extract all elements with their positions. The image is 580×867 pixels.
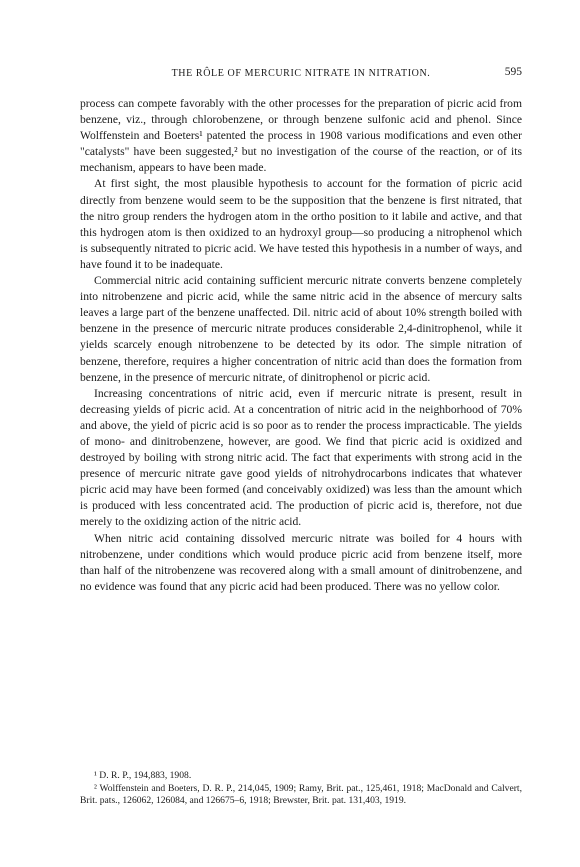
page-number: 595 — [504, 66, 522, 78]
paragraph: Increasing concentrations of nitric acid, even if mercuric nitrate is present, result in decreasing yields of picric acid. At a concentration of nitric acid in the neighborhood of 70% and above, the yield of picric acid is so poor as to render the process impracticable. The yields of mono- and dinitrobenzene, however, are good. We find that picric acid is oxidized and destroyed by boiling with strong nitric acid. The fact that experiments with strong acid in the presence of mercuric nitrate gave good yields of nitrohydrocarbons indicates that whatever picric acid may have been formed (and conceivably oxidized) was less than the amount which is produced with less concentrated acid. The production of picric acid is, therefore, not due merely to the oxidizing action of the nitric acid. — [80, 386, 522, 529]
page-header — [80, 66, 522, 82]
paragraph: Commercial nitric acid containing sufficient mercuric nitrate converts benzene completely into nitrobenzene and picric acid, while the same nitric acid in the absence of mercury salts leaves a large part of the benzene unaffected. Dil. nitric acid of about 10% strength boiled with benzene in the presence of mercuric nitrate produces considerable 2,4-dinitrophenol, while it yields scarcely enough nitrobenzene to be detected by its odor. The simple nitration of benzene, therefore, requires a higher concentration of nitric acid than does the formation from benzene, in the presence of mercuric nitrate, of dinitrophenol or picric acid. — [80, 274, 522, 384]
article-body — [80, 96, 522, 595]
footnote: ² Wolffenstein and Boeters, D. R. P., 214,045, 1909; Ramy, Brit. pat., 125,461, 1918; MacDonald and Calvert, Brit. pats., 126062, 126084, and 126675–6, 1918; Brewster, Brit. pat. 131,403, 1919. — [80, 782, 522, 807]
footnotes — [80, 770, 522, 808]
paragraph: At first sight, the most plausible hypothesis to account for the formation of picric acid directly from benzene would seem to be the supposition that the benzene is first nitrated, that the nitro group renders the hydrogen atom in the ortho position to it labile and active, and that this hydrogen atom is then oxidized to an hydroxyl group—so producing a nitrophenol which is subsequently nitrated to picric acid. We have tested this hypothesis in a number of ways, and have found it to be inadequate. — [80, 177, 522, 271]
paragraph: When nitric acid containing dissolved mercuric nitrate was boiled for 4 hours with nitrobenzene, under conditions which would produce picric acid from benzene itself, more than half of the nitrobenzene was recovered along with a small amount of dinitrobenzene, and no evidence was found that any picric acid had been produced. There was no yellow color. — [80, 531, 522, 593]
footnote: ¹ D. R. P., 194,883, 1908. — [94, 770, 192, 781]
paragraph: process can compete favorably with the other processes for the preparation of picric acid from benzene, viz., through chlorobenzene, or through benzene sulfonic acid and phenol. Since Wolffenstein and Boeters¹ patented the process in 1908 various modifications and even other "catalysts" have been suggested,² but no investigation of the course of the reaction, or of its mechanism, appears to have been made. — [80, 97, 522, 175]
running-head: THE RÔLE OF MERCURIC NITRATE IN NITRATION. — [171, 68, 431, 79]
